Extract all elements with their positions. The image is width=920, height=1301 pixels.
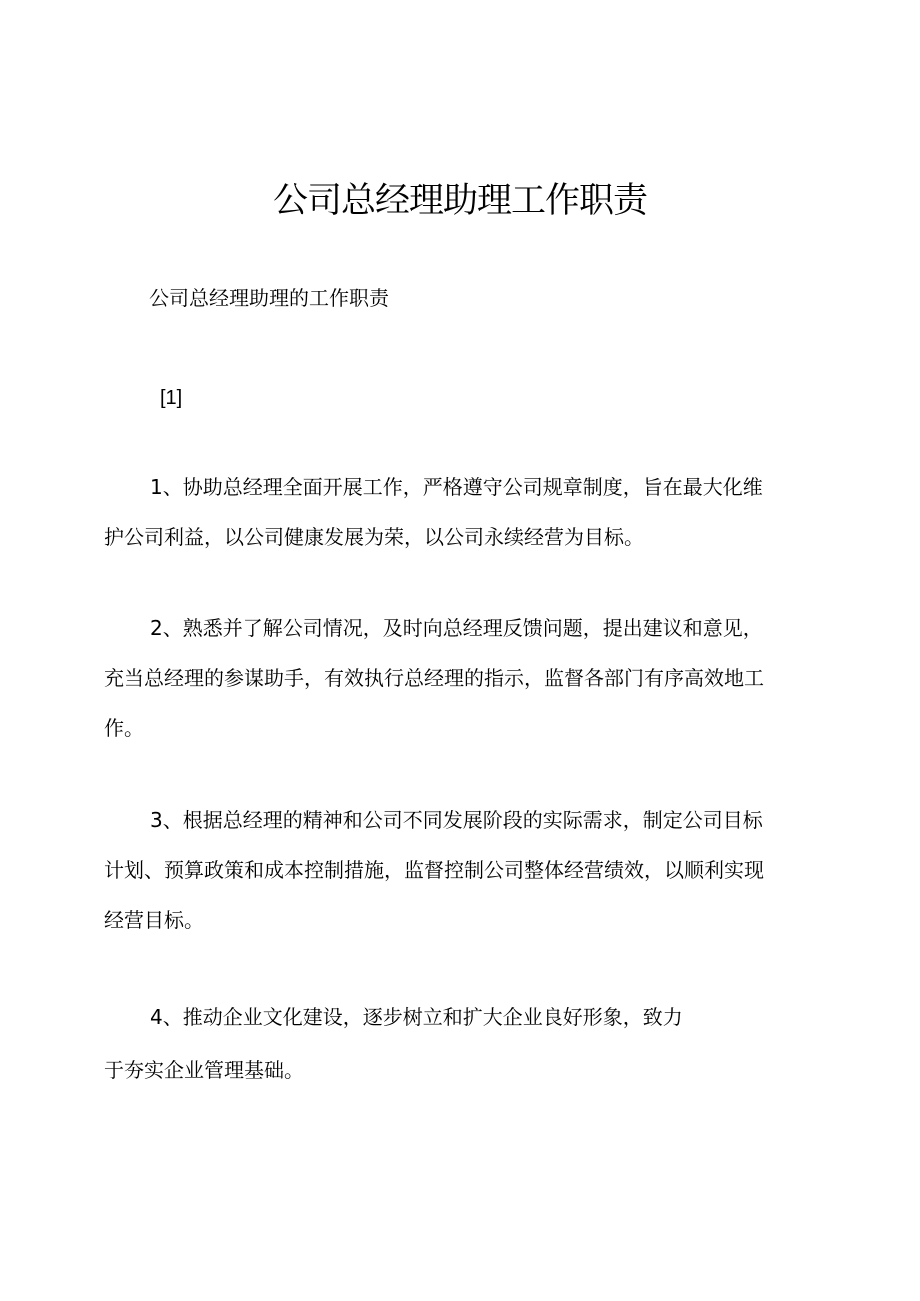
- duty-paragraph-4-line-1: 4、推动企业文化建设，逐步树立和扩大企业良好形象，致力: [150, 1005, 683, 1029]
- document-title: 公司总经理助理工作职责: [272, 181, 647, 221]
- duty-paragraph-1: 1、协助总经理全面开展工作，严格遵守公司规章制度，旨在最大化维 护公司利益，以公司健康发展为荣，以公司永续经营为目标。: [104, 475, 763, 549]
- duty-paragraph-3: 3、根据总经理的精神和公司不同发展阶段的实际需求，制定公司目标 计划、预算政策和成本控制措施，监督控制公司整体经营绩效，以顺利实现 经营目标。: [104, 808, 764, 932]
- document-subtitle: 公司总经理助理的工作职责: [149, 286, 389, 310]
- reference-marker: [1]: [160, 387, 183, 409]
- duty-paragraph-2: 2、熟悉并了解公司情况，及时向总经理反馈问题，提出建议和意见， 充当总经理的参谋助手，有效执行总经理的指示，监督各部门有序高效地工 作。: [104, 616, 764, 740]
- duty-paragraph-4-line-2: 于夯实企业管理基础。: [104, 1058, 304, 1082]
